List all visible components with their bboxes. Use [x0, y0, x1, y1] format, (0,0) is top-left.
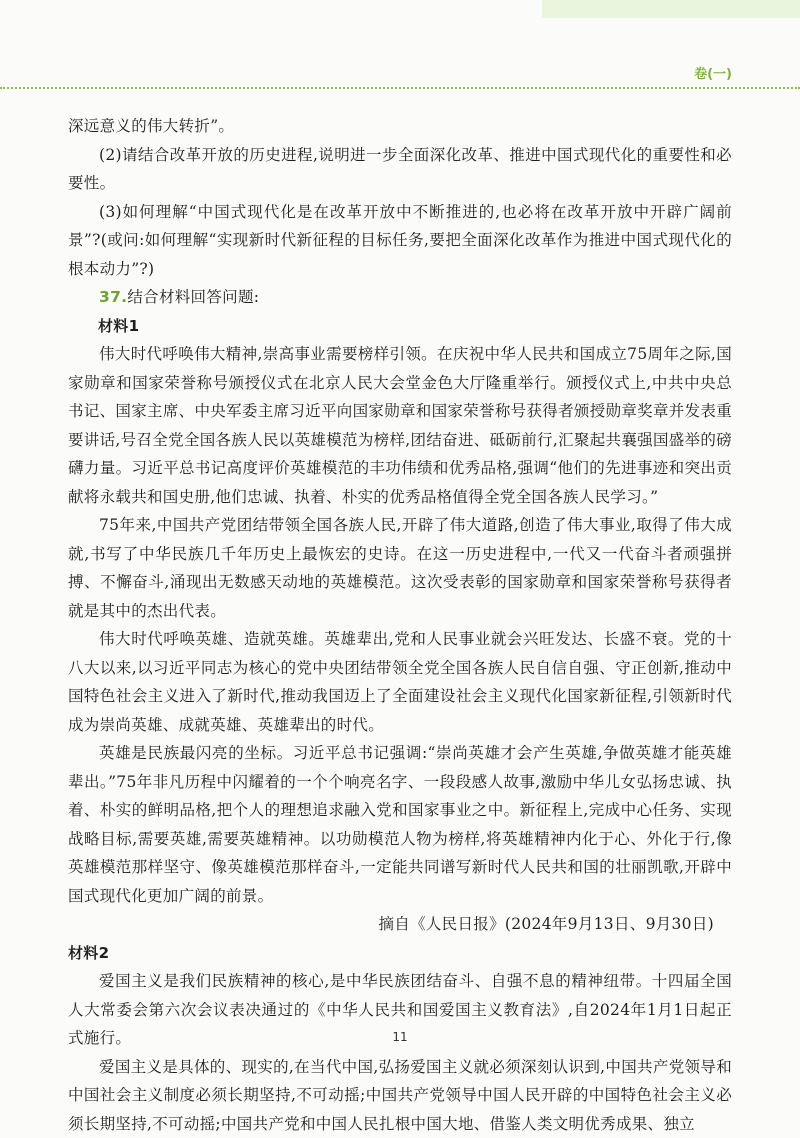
q36-subquestion-3: (3)如何理解“中国式现代化是在改革开放中不断推进的,也必将在改革开放中开辟广阔前景”?(或问:如何理解“实现新时代新征程的目标任务,要把全面深化改革作为推进中国式现代化的根本动力”?)	[68, 198, 732, 284]
material1-paragraph: 英雄是民族最闪亮的坐标。习近平总书记强调:“崇尚英雄才会产生英雄,争做英雄才能英雄辈出。”75年非凡历程中闪耀着的一个个响亮名字、一段段感人故事,激励中华儿女弘扬忠诚、执着、朴实的鲜明品格,把个人的理想追求融入党和国家事业之中。新征程上,完成中心任务、实现战略目标,需要英雄,需要英雄精神。以功勋模范人物为榜样,将英雄精神内化于心、外化于行,像英雄模范那样坚守、像英雄模范那样奋斗,一定能共同谱写新时代人民共和国的壮丽凯歌,开辟中国式现代化更加广阔的前景。	[68, 739, 732, 910]
q37-number: 37.	[99, 288, 127, 306]
chapter-label: 卷(一)	[694, 63, 732, 82]
q37-heading	[68, 283, 732, 312]
page-number: 11	[0, 1030, 800, 1044]
material1-title: 材料1	[68, 312, 732, 341]
material2-paragraph: 爱国主义是我们民族精神的核心,是中华民族团结奋斗、自强不息的精神纽带。十四届全国人大常委会第六次会议表决通过的《中华人民共和国爱国主义教育法》,自2024年1月1日起正式施行。	[68, 967, 732, 1053]
material2-paragraph: 爱国主义是具体的、现实的,在当代中国,弘扬爱国主义就必须深刻认识到,中国共产党领导和中国社会主义制度必须长期坚持,不可动摇;中国共产党领导中国人民开辟的中国特色社会主义必须长期坚持,不可动摇;中国共产党和中国人民扎根中国大地、借鉴人类文明优秀成果、独立	[68, 1053, 732, 1138]
q36-subquestion-2: (2)请结合改革开放的历史进程,说明进一步全面深化改革、推进中国式现代化的重要性和必要性。	[68, 141, 732, 198]
material1-paragraph: 伟大时代呼唤英雄、造就英雄。英雄辈出,党和人民事业就会兴旺发达、长盛不衰。党的十八大以来,以习近平同志为核心的党中央团结带领全党全国各族人民自信自强、守正创新,推动中国特色社会主义进入了新时代,推动我国迈上了全面建设社会主义现代化国家新征程,引领新时代成为崇尚英雄、成就英雄、英雄辈出的时代。	[68, 625, 732, 739]
q36-continuation: 深远意义的伟大转折”。	[68, 112, 732, 141]
material1-paragraph: 伟大时代呼唤伟大精神,崇高事业需要榜样引领。在庆祝中华人民共和国成立75周年之际,国家勋章和国家荣誉称号颁授仪式在北京人民大会堂金色大厅隆重举行。颁授仪式上,中共中央总书记、国家主席、中央军委主席习近平向国家勋章和国家荣誉称号获得者颁授勋章奖章并发表重要讲话,号召全党全国各族人民以英雄模范为榜样,团结奋进、砥砺前行,汇聚起共襄强国盛举的磅礴力量。习近平总书记高度评价英雄模范的丰功伟绩和优秀品格,强调“他们的先进事迹和突出贡献将永载共和国史册,他们忠诚、执着、朴实的优秀品格值得全党全国各族人民学习。”	[68, 340, 732, 511]
header-dotted-rule	[0, 87, 800, 89]
material1-paragraph: 75年来,中国共产党团结带领全国各族人民,开辟了伟大道路,创造了伟大事业,取得了伟大成就,书写了中华民族几千年历史上最恢宏的史诗。在这一历史进程中,一代又一代奋斗者顽强拼搏、不懈奋斗,涌现出无数感天动地的英雄模范。这次受表彰的国家勋章和国家荣誉称号获得者就是其中的杰出代表。	[68, 511, 732, 625]
material1-source: 摘自《人民日报》(2024年9月13日、9月30日)	[68, 910, 732, 939]
q37-prompt: 结合材料回答问题:	[127, 288, 259, 306]
header-tab	[542, 0, 800, 18]
material2-title: 材料2	[68, 939, 732, 968]
page-content	[68, 112, 732, 1138]
